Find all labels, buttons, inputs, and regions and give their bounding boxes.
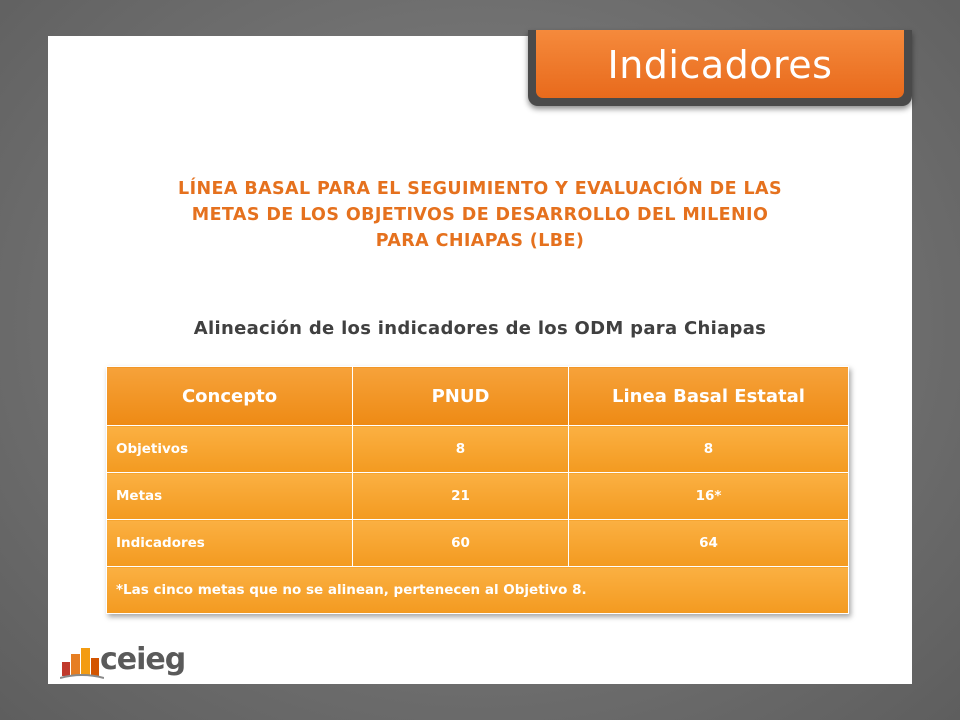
cell-pnud: 21 [353,473,569,520]
heading-line: LÍNEA BASAL PARA EL SEGUIMIENTO Y EVALUACIÓN DE LAS [178,179,782,199]
main-heading [48,176,912,254]
logo-text: ceieg [100,642,186,677]
table-row [107,520,849,567]
indicators-table [106,366,849,614]
slide [48,36,912,684]
heading-line: PARA CHIAPAS (LBE) [375,231,585,251]
cell-lbe: 64 [569,520,849,567]
table-row [107,426,849,473]
header-pnud: PNUD [353,367,569,426]
header-concepto: Concepto [107,367,353,426]
header-lbe: Linea Basal Estatal [569,367,849,426]
table-footnote: *Las cinco metas que no se alinean, pertenecen al Objetivo 8. [107,567,849,614]
ceieg-logo [60,642,190,682]
table-caption: Alineación de los indicadores de los ODM para Chiapas [193,318,767,339]
cell-concepto: Indicadores [107,520,353,567]
title-tab [528,30,912,106]
cell-concepto: Metas [107,473,353,520]
cell-lbe: 16* [569,473,849,520]
title-tab-inner [536,30,904,98]
cell-pnud: 8 [353,426,569,473]
building-blocks-icon [60,642,104,682]
cell-concepto: Objetivos [107,426,353,473]
table-header-row [107,367,849,426]
table-row [107,473,849,520]
cell-pnud: 60 [353,520,569,567]
cell-lbe: 8 [569,426,849,473]
table-note-row [107,567,849,614]
slide-title: Indicadores [607,43,833,87]
heading-line: METAS DE LOS OBJETIVOS DE DESARROLLO DEL MILENIO [191,205,769,225]
